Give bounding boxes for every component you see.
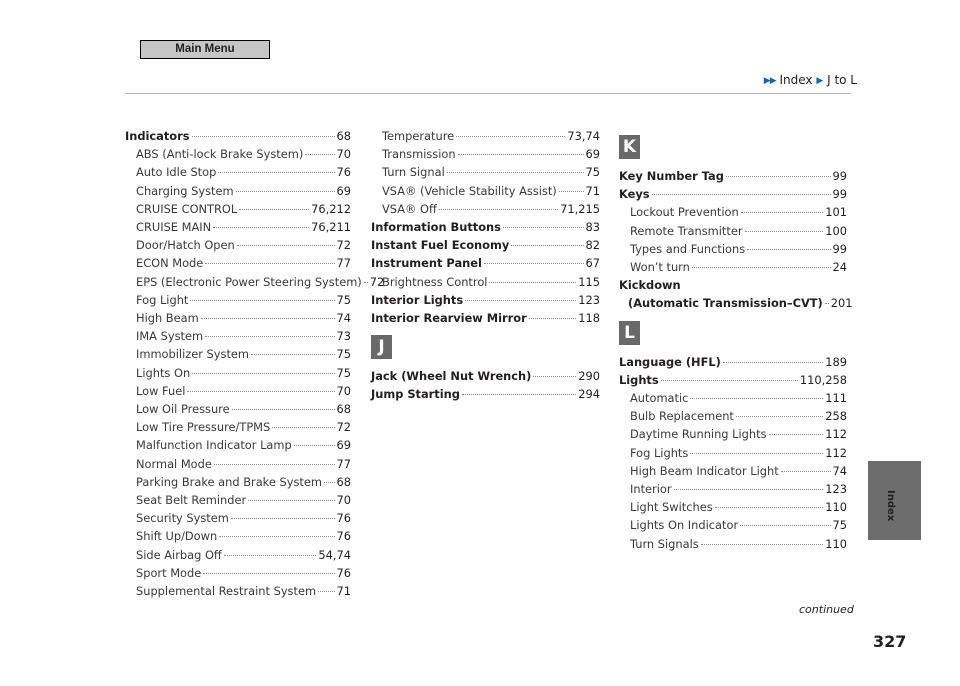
- dot-leader: [231, 518, 335, 519]
- section-letter: [619, 127, 847, 167]
- entry-page-link[interactable]: 99: [832, 169, 847, 183]
- dot-leader: [272, 427, 334, 428]
- arrow-icon: ▶: [816, 76, 824, 86]
- entry-page-link[interactable]: 83: [585, 220, 600, 235]
- index-entry[interactable]: [125, 582, 351, 600]
- dot-leader: [439, 209, 558, 210]
- dot-leader: [825, 303, 829, 304]
- entry-title: Key Number Tag: [619, 169, 724, 183]
- index-entry[interactable]: [371, 127, 600, 145]
- index-entry[interactable]: [619, 258, 847, 276]
- entry-page-link[interactable]: 70: [336, 147, 351, 162]
- dot-leader: [559, 191, 584, 192]
- index-entry[interactable]: [371, 291, 600, 309]
- entry-page-link[interactable]: 71: [585, 183, 600, 198]
- dot-leader: [192, 136, 335, 137]
- index-entry[interactable]: [619, 371, 847, 389]
- entry-page-link[interactable]: 75: [336, 292, 351, 307]
- index-entry[interactable]: [125, 309, 351, 327]
- entry-page-link[interactable]: 100: [825, 223, 847, 238]
- entry-page-link[interactable]: 67: [585, 256, 600, 271]
- entry-page-link[interactable]: 123: [825, 482, 847, 497]
- entry-title: Door/Hatch Open: [136, 238, 235, 253]
- dot-leader: [736, 416, 823, 417]
- section-letter: [371, 327, 600, 367]
- entry-title: Parking Brake and Brake System: [136, 474, 322, 489]
- entry-page-link[interactable]: 24: [832, 260, 847, 275]
- entry-page-link[interactable]: 76: [336, 165, 351, 180]
- dot-leader: [305, 154, 334, 155]
- index-entry[interactable]: [371, 163, 600, 181]
- entry-title: High Beam Indicator Light: [630, 463, 779, 478]
- dot-leader: [511, 245, 583, 246]
- entry-page-link[interactable]: 76,212: [311, 201, 351, 216]
- index-entry[interactable]: [371, 309, 600, 327]
- index-entry[interactable]: [125, 218, 351, 236]
- index-entry[interactable]: [619, 407, 847, 425]
- entry-page-link[interactable]: 70: [336, 493, 351, 508]
- index-entry[interactable]: [371, 367, 600, 385]
- index-entry[interactable]: [619, 516, 847, 534]
- index-entry[interactable]: [125, 400, 351, 418]
- dot-leader: [205, 263, 334, 264]
- entry-title: Temperature: [382, 129, 455, 143]
- entry-title: Interior Rearview Mirror: [371, 311, 527, 326]
- index-entry[interactable]: [619, 185, 847, 203]
- entry-page-link[interactable]: 111: [825, 391, 847, 406]
- entry-title: Immobilizer System: [136, 347, 250, 362]
- dot-leader: [745, 231, 824, 232]
- index-entry[interactable]: [125, 455, 351, 473]
- entry-title: Remote Transmitter: [630, 223, 743, 238]
- dot-leader: [690, 453, 823, 454]
- index-entry[interactable]: [125, 254, 351, 272]
- dot-leader: [769, 434, 824, 435]
- index-entry[interactable]: [125, 291, 351, 309]
- entry-title: Normal Mode: [136, 456, 212, 471]
- entry-title: Transmission: [382, 147, 456, 162]
- entry-title: Jump Starting: [371, 387, 460, 402]
- dot-leader: [201, 318, 335, 319]
- entry-page-link[interactable]: 68: [336, 129, 351, 143]
- index-entry[interactable]: [371, 385, 600, 403]
- dot-leader: [503, 227, 584, 228]
- entry-page-link[interactable]: 112: [825, 445, 847, 460]
- index-entry[interactable]: [371, 182, 600, 200]
- entry-page-link[interactable]: 123: [578, 292, 600, 307]
- index-entry[interactable]: [619, 389, 847, 407]
- page-number: 327: [873, 632, 907, 651]
- entry-title: Daytime Running Lights: [630, 427, 767, 442]
- entry-title: High Beam: [136, 311, 199, 326]
- entry-title: Indicators: [125, 129, 190, 143]
- entry-page-link[interactable]: 294: [578, 387, 600, 402]
- index-entry[interactable]: [125, 236, 351, 254]
- index-entry[interactable]: [371, 236, 600, 254]
- index-entry[interactable]: [125, 145, 351, 163]
- index-entry[interactable]: [125, 364, 351, 382]
- dot-leader: [251, 354, 334, 355]
- index-entry: [619, 276, 847, 294]
- entry-title: Kickdown: [619, 278, 681, 293]
- continued-label: continued: [799, 603, 854, 616]
- entry-page-link[interactable]: 115: [578, 274, 600, 289]
- entry-page-link[interactable]: 101: [825, 205, 847, 220]
- entry-page-link[interactable]: 75: [832, 518, 847, 533]
- dot-leader: [239, 209, 309, 210]
- entry-page-link[interactable]: 68: [336, 474, 351, 489]
- entry-title: Side Airbag Off: [136, 547, 222, 562]
- entry-title: ECON Mode: [136, 256, 204, 271]
- dot-leader: [529, 318, 577, 319]
- entry-title: Malfunction Indicator Lamp: [136, 438, 292, 453]
- index-entry[interactable]: [371, 145, 600, 163]
- entry-title: IMA System: [136, 329, 204, 344]
- section-letter: [619, 313, 847, 353]
- dot-leader: [740, 525, 830, 526]
- section-letter-box: L: [619, 321, 640, 345]
- dot-leader: [364, 282, 368, 283]
- index-entry[interactable]: [125, 182, 351, 200]
- entry-title: CRUISE MAIN: [136, 220, 212, 235]
- entry-title: EPS (Electronic Power Steering System): [136, 274, 362, 289]
- entry-title: VSA® (Vehicle Stability Assist): [382, 183, 557, 198]
- entry-title: Automatic: [630, 391, 689, 406]
- double-arrow-icon: ▶▶: [763, 76, 776, 86]
- dot-leader: [726, 176, 831, 177]
- main-menu-button[interactable]: Main Menu: [140, 40, 270, 59]
- index-entry[interactable]: [371, 273, 600, 291]
- entry-page-link[interactable]: 110: [825, 500, 847, 515]
- dot-leader: [294, 445, 335, 446]
- entry-page-link[interactable]: 54,74: [318, 547, 351, 562]
- section-letter-box: J: [371, 335, 392, 359]
- index-entry[interactable]: [371, 254, 600, 272]
- dot-leader: [723, 362, 823, 363]
- entry-title: (Automatic Transmission–CVT): [628, 296, 823, 311]
- entry-title: Light Switches: [630, 500, 713, 515]
- entry-page-link[interactable]: 69: [336, 438, 351, 453]
- index-column-1: [125, 127, 385, 600]
- index-entry[interactable]: [619, 444, 847, 462]
- dot-leader: [318, 591, 334, 592]
- entry-page-link[interactable]: 82: [585, 238, 600, 253]
- index-entry[interactable]: [371, 200, 600, 218]
- entry-page-link[interactable]: 76: [336, 511, 351, 526]
- dot-leader: [465, 300, 576, 301]
- index-entry[interactable]: [619, 498, 847, 516]
- dot-leader: [741, 212, 824, 213]
- index-entry[interactable]: [619, 462, 847, 480]
- entry-title: Bulb Replacement: [630, 409, 734, 424]
- index-entry[interactable]: [619, 167, 847, 185]
- entry-title: ABS (Anti-lock Brake System): [136, 147, 304, 162]
- entry-title: CRUISE CONTROL: [136, 201, 238, 216]
- dot-leader: [674, 489, 824, 490]
- entry-page-link[interactable]: 72: [336, 238, 351, 253]
- entry-page-link[interactable]: 112: [825, 427, 847, 442]
- entry-title: Low Tire Pressure/TPMS: [136, 420, 271, 435]
- entry-page-link[interactable]: 76: [336, 529, 351, 544]
- entry-title: Low Fuel: [136, 383, 186, 398]
- entry-page-link[interactable]: 201: [830, 296, 853, 311]
- index-entry[interactable]: [125, 200, 351, 218]
- entry-title: Jack (Wheel Nut Wrench): [371, 369, 532, 384]
- entry-page-link[interactable]: 110: [825, 536, 847, 551]
- index-entry[interactable]: [619, 203, 847, 221]
- index-entry[interactable]: [125, 382, 351, 400]
- entry-title: Brightness Control: [382, 274, 488, 289]
- dot-leader: [458, 154, 584, 155]
- dot-leader: [203, 573, 334, 574]
- entry-title: Shift Up/Down: [136, 529, 218, 544]
- entry-page-link[interactable]: 77: [336, 456, 351, 471]
- index-entry[interactable]: [125, 491, 351, 509]
- entry-page-link[interactable]: 99: [832, 241, 847, 256]
- entry-title: Fog Light: [136, 292, 189, 307]
- entry-title: Auto Idle Stop: [136, 165, 217, 180]
- entry-title: Low Oil Pressure: [136, 402, 230, 417]
- dot-leader: [224, 555, 317, 556]
- entry-page-link[interactable]: 72: [369, 274, 385, 289]
- index-entry[interactable]: [619, 222, 847, 240]
- section-letter-box: K: [619, 135, 640, 159]
- breadcrumb-section[interactable]: Index: [779, 73, 813, 87]
- entry-page-link[interactable]: 110,258: [799, 372, 847, 387]
- entry-title: Interior: [630, 482, 672, 497]
- entry-title: Instrument Panel: [371, 256, 482, 271]
- dot-leader: [781, 471, 831, 472]
- entry-title: Sport Mode: [136, 565, 202, 580]
- entry-title: Seat Belt Reminder: [136, 493, 247, 508]
- dot-leader: [205, 336, 334, 337]
- dot-leader: [447, 172, 584, 173]
- dot-leader: [692, 267, 831, 268]
- entry-page-link[interactable]: 74: [832, 463, 847, 478]
- dot-leader: [652, 194, 831, 195]
- index-entry[interactable]: [125, 418, 351, 436]
- entry-page-link[interactable]: 290: [578, 369, 600, 384]
- index-entry[interactable]: [619, 294, 853, 312]
- entry-page-link[interactable]: 76: [336, 565, 351, 580]
- index-entry[interactable]: [125, 436, 351, 454]
- dot-leader: [484, 263, 584, 264]
- dot-leader: [661, 380, 798, 381]
- entry-page-link[interactable]: 73,74: [567, 129, 600, 143]
- dot-leader: [218, 172, 334, 173]
- entry-page-link[interactable]: 75: [336, 365, 351, 380]
- entry-title: Keys: [619, 187, 650, 202]
- index-entry[interactable]: [125, 345, 351, 363]
- entry-page-link[interactable]: 69: [585, 147, 600, 162]
- index-entry[interactable]: [619, 535, 847, 553]
- entry-page-link[interactable]: 68: [336, 402, 351, 417]
- dot-leader: [214, 464, 335, 465]
- dot-leader: [456, 136, 565, 137]
- index-entry[interactable]: [125, 163, 351, 181]
- dot-leader: [232, 409, 335, 410]
- dot-leader: [715, 507, 824, 508]
- dot-leader: [237, 245, 335, 246]
- dot-leader: [192, 373, 334, 374]
- index-entry[interactable]: [125, 273, 385, 291]
- dot-leader: [690, 398, 823, 399]
- index-entry[interactable]: [619, 240, 847, 258]
- dot-leader: [236, 191, 335, 192]
- entry-title: VSA® Off: [382, 201, 437, 216]
- entry-title: Information Buttons: [371, 220, 501, 235]
- entry-title: Turn Signal: [382, 165, 445, 180]
- dot-leader: [187, 391, 334, 392]
- entry-page-link[interactable]: 74: [336, 311, 351, 326]
- dot-leader: [533, 376, 576, 377]
- index-entry[interactable]: [125, 546, 351, 564]
- index-entry[interactable]: [371, 218, 600, 236]
- entry-page-link[interactable]: 73: [336, 329, 351, 344]
- entry-title: Types and Functions: [630, 241, 746, 256]
- dot-leader: [219, 536, 334, 537]
- dot-leader: [462, 394, 576, 395]
- entry-page-link[interactable]: 189: [825, 354, 847, 369]
- entry-title: Instant Fuel Economy: [371, 238, 510, 253]
- entry-title: Language (HFL): [619, 354, 721, 369]
- dot-leader: [747, 249, 830, 250]
- index-entry[interactable]: [619, 425, 847, 443]
- dot-leader: [489, 282, 576, 283]
- index-entry[interactable]: [125, 527, 351, 545]
- entry-page-link[interactable]: 70: [336, 383, 351, 398]
- index-entry[interactable]: [125, 509, 351, 527]
- breadcrumb: [764, 73, 857, 87]
- index-entry[interactable]: [125, 127, 351, 145]
- entry-title: Turn Signals: [630, 536, 699, 551]
- entry-title: Interior Lights: [371, 292, 464, 307]
- entry-title: Supplemental Restraint System: [136, 584, 317, 599]
- entry-title: Fog Lights: [630, 445, 689, 460]
- index-column-3: [619, 127, 853, 553]
- side-tab-label: Index: [885, 490, 896, 522]
- dot-leader: [248, 500, 334, 501]
- entry-page-link[interactable]: 75: [336, 347, 351, 362]
- entry-page-link[interactable]: 76,211: [311, 220, 351, 235]
- index-entry[interactable]: [619, 480, 847, 498]
- entry-page-link[interactable]: 258: [825, 409, 847, 424]
- index-column-2: [371, 127, 600, 404]
- index-entry[interactable]: [619, 353, 847, 371]
- entry-title: Lights: [619, 372, 659, 387]
- index-entry[interactable]: [125, 473, 351, 491]
- entry-page-link[interactable]: 77: [336, 256, 351, 271]
- dot-leader: [701, 544, 824, 545]
- entry-page-link[interactable]: 99: [832, 187, 847, 202]
- breadcrumb-range: J to L: [827, 73, 857, 87]
- entry-title: Security System: [136, 511, 229, 526]
- dot-leader: [324, 482, 335, 483]
- dot-leader: [190, 300, 334, 301]
- index-entry[interactable]: [125, 564, 351, 582]
- entry-title: Lights On Indicator: [630, 518, 739, 533]
- entry-page-link[interactable]: 71,215: [560, 201, 600, 216]
- header-divider: [125, 93, 851, 94]
- entry-title: Lockout Prevention: [630, 205, 739, 220]
- entry-page-link[interactable]: 118: [578, 311, 600, 326]
- entry-title: Charging System: [136, 183, 234, 198]
- entry-title: Won’t turn: [630, 260, 690, 275]
- entry-title: Lights On: [136, 365, 191, 380]
- entry-page-link[interactable]: 72: [336, 420, 351, 435]
- dot-leader: [213, 227, 309, 228]
- index-entry[interactable]: [125, 327, 351, 345]
- entry-page-link[interactable]: 71: [336, 584, 351, 599]
- entry-page-link[interactable]: 75: [585, 165, 600, 180]
- entry-page-link[interactable]: 69: [336, 183, 351, 198]
